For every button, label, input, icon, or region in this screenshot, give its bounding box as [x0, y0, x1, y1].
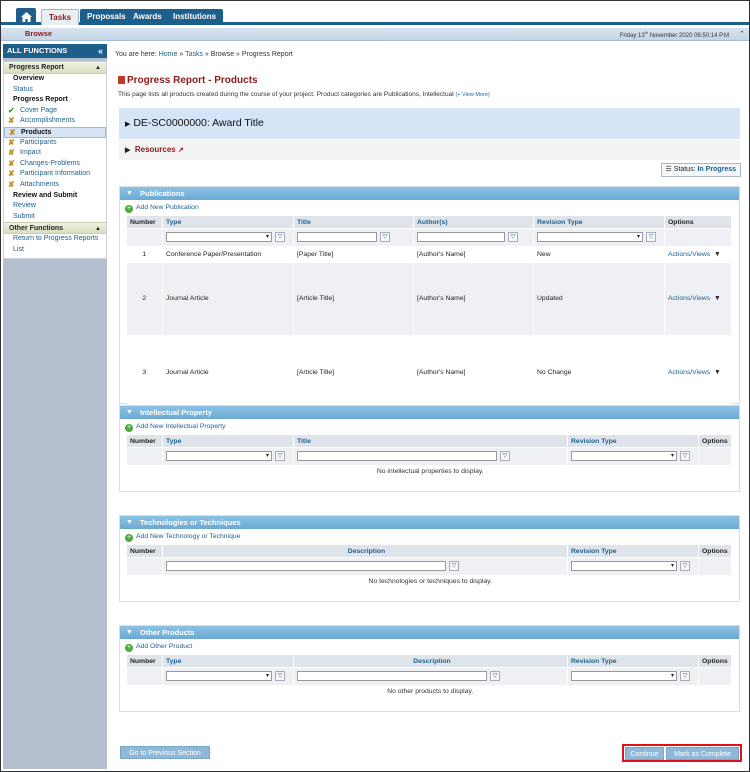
- breadcrumb: You are here: Home » Tasks » Browse » Progress Report: [115, 51, 293, 58]
- chevron-down-icon: ▾: [265, 673, 269, 680]
- award-title-bar[interactable]: [119, 108, 740, 139]
- col-title[interactable]: Title: [294, 435, 568, 448]
- add-ip-link[interactable]: + Add New Intellectual Property: [126, 423, 226, 431]
- sub-nav: [1, 28, 749, 41]
- col-number[interactable]: Number: [127, 435, 163, 448]
- filter-icon[interactable]: ▽: [380, 232, 390, 242]
- caret-up-icon: ▲: [95, 65, 101, 71]
- filter-icon[interactable]: ▽: [449, 561, 459, 571]
- sidebar-item-accomplishments[interactable]: ✘ Accomplishments: [8, 116, 75, 126]
- type-filter-select[interactable]: [166, 671, 272, 681]
- sidebar-item-list[interactable]: List: [13, 245, 24, 253]
- tab-proposals[interactable]: Proposals: [80, 9, 133, 25]
- sidebar-item-overview: Overview: [13, 75, 45, 82]
- list-icon: ☰: [665, 166, 672, 173]
- col-revision-type[interactable]: Revision Type: [568, 435, 699, 448]
- incomplete-icon: ✘: [8, 169, 15, 179]
- sidebar-item-review[interactable]: Review: [13, 202, 36, 210]
- award-title: DE-SC0000000: Award Title: [133, 117, 264, 129]
- breadcrumb-home[interactable]: Home: [158, 51, 178, 58]
- sidebar-section-other-functions[interactable]: Other Functions ▲: [4, 222, 106, 234]
- sidebar-item-attachments[interactable]: ✘ Attachments: [8, 179, 59, 189]
- collapse-triangle-icon: ▼: [126, 409, 133, 416]
- collapse-icon[interactable]: ⌃: [739, 31, 745, 38]
- chevron-down-icon: ▾: [265, 234, 269, 241]
- caret-up-icon: ▲: [95, 226, 101, 233]
- other-header[interactable]: ▼ Other Products: [120, 626, 739, 639]
- check-icon: ✔: [8, 105, 15, 115]
- main-content: [109, 44, 749, 772]
- page-title: Progress Report - Products: [118, 75, 258, 86]
- sidebar-item-products[interactable]: ✘ Products: [4, 127, 106, 138]
- filter-icon[interactable]: ▽: [646, 232, 656, 242]
- title-filter-input[interactable]: [297, 232, 377, 242]
- add-icon: +: [126, 205, 132, 212]
- sidebar-item-participant-information[interactable]: ✘ Participant Information: [8, 169, 91, 179]
- add-icon: +: [126, 424, 132, 431]
- sidebar-item-review-and-submit: Review and Submit: [13, 191, 78, 199]
- chevron-down-icon: ▾: [670, 563, 674, 570]
- col-options: Options: [699, 655, 732, 668]
- col-title[interactable]: Title: [294, 216, 414, 229]
- type-filter-select[interactable]: [166, 451, 272, 461]
- previous-section-button[interactable]: Go to Previous Section: [120, 746, 210, 759]
- col-number[interactable]: Number: [127, 216, 163, 229]
- tab-tasks[interactable]: Tasks: [41, 9, 79, 25]
- col-type[interactable]: Type: [163, 435, 294, 448]
- incomplete-icon: ✘: [8, 158, 15, 168]
- table-row: 2 Journal Article [Article Title] [Author's Name] Updated Actions/Views ▼: [127, 263, 732, 335]
- revision-filter-select[interactable]: [571, 671, 677, 681]
- sidebar-item-cover-page[interactable]: ✔ Cover Page: [8, 105, 57, 115]
- page-description: This page lists all products created during the course of your project. Product categories are Publications, Intellectual (+ View More): [118, 91, 490, 98]
- external-link-icon: ↗: [178, 147, 184, 154]
- col-authors[interactable]: Author(s): [414, 216, 534, 229]
- revision-filter-select[interactable]: [571, 451, 677, 461]
- col-revision-type[interactable]: Revision Type: [534, 216, 665, 229]
- sidebar-header: ALL FUNCTIONS «: [3, 44, 107, 58]
- sidebar-item-return-to-progress-reports[interactable]: Return to Progress Reports: [13, 235, 99, 243]
- empty-message: No other products to display.: [127, 685, 732, 699]
- filter-icon[interactable]: ▽: [680, 561, 690, 571]
- ip-table: [126, 434, 732, 479]
- sidebar-item-progress-report: Progress Report: [13, 96, 68, 104]
- empty-message: No technologies or techniques to display.: [127, 575, 732, 589]
- other-products-panel: [119, 625, 740, 712]
- type-filter-select[interactable]: [166, 232, 272, 242]
- actions-views-menu[interactable]: Actions/Views ▼: [665, 263, 732, 335]
- description-filter-input[interactable]: [297, 671, 487, 681]
- breadcrumb-prefix: You are here:: [115, 51, 157, 58]
- col-revision-type[interactable]: Revision Type: [568, 545, 699, 558]
- col-options: Options: [665, 216, 732, 229]
- subnav-browse[interactable]: Browse: [25, 29, 53, 38]
- chevron-down-icon: ▾: [636, 234, 640, 241]
- revision-filter-select[interactable]: [571, 561, 677, 571]
- continue-button[interactable]: Continue: [625, 747, 664, 760]
- add-other-product-link[interactable]: + Add Other Product: [126, 643, 193, 651]
- status-badge[interactable]: ☰ Status: In Progress: [661, 163, 742, 177]
- caret-down-icon: ▼: [713, 295, 721, 302]
- caret-down-icon: ▼: [713, 369, 721, 376]
- tab-awards[interactable]: Awards: [126, 9, 169, 25]
- incomplete-icon: ✘: [9, 127, 16, 137]
- filter-icon[interactable]: ▽: [275, 451, 285, 461]
- filter-icon[interactable]: ▽: [680, 671, 690, 681]
- sidebar-item-participants[interactable]: ✘ Participants: [8, 137, 57, 147]
- sidebar-item-submit[interactable]: Submit: [13, 212, 35, 220]
- caret-down-icon: ▼: [713, 250, 721, 258]
- col-description[interactable]: Description: [163, 545, 568, 558]
- sidebar: [3, 44, 107, 769]
- table-row: 3 Journal Article [Article Title] [Author's Name] No Change Actions/Views ▼: [127, 335, 732, 411]
- add-icon: +: [126, 644, 132, 651]
- collapse-triangle-icon: ▼: [126, 190, 133, 197]
- chevron-down-icon: ▾: [265, 453, 269, 460]
- resources-bar[interactable]: ▶ Resources ↗: [119, 140, 740, 160]
- filter-icon[interactable]: ▽: [275, 671, 285, 681]
- collapse-sidebar-icon[interactable]: «: [97, 46, 103, 56]
- collapse-triangle-icon: ▼: [126, 519, 133, 526]
- home-icon: [21, 12, 32, 22]
- sidebar-section-progress-report[interactable]: Progress Report ▲: [4, 62, 106, 74]
- other-table: [126, 654, 732, 699]
- mark-as-complete-button[interactable]: Mark as Complete: [666, 747, 739, 760]
- col-number[interactable]: Number: [127, 545, 163, 558]
- empty-message: No intellectual properties to display.: [127, 465, 732, 479]
- collapse-triangle-icon: ▼: [126, 629, 133, 636]
- filter-icon[interactable]: ▽: [508, 232, 518, 242]
- expand-triangle-icon: ▶: [125, 121, 131, 128]
- col-description[interactable]: Description: [294, 655, 568, 668]
- incomplete-icon: ✘: [8, 137, 15, 147]
- col-options: Options: [699, 545, 732, 558]
- sidebar-menu: [3, 61, 107, 259]
- add-publication-link[interactable]: + Add New Publication: [126, 204, 199, 212]
- actions-views-menu[interactable]: Actions/Views ▼: [665, 246, 732, 263]
- chevron-down-icon: ▾: [670, 673, 674, 680]
- datetime: Friday 13th November 2020 09:50:14 P.M: [619, 30, 729, 39]
- col-type[interactable]: Type: [163, 655, 294, 668]
- col-type[interactable]: Type: [163, 216, 294, 229]
- technologies-panel: [119, 515, 740, 602]
- table-row: 1 Conference Paper/Presentation [Paper Title] [Author's Name] New Actions/Views ▼: [127, 246, 732, 263]
- publications-panel: [119, 186, 740, 404]
- author-filter-input[interactable]: [417, 232, 505, 242]
- col-number[interactable]: Number: [127, 655, 163, 668]
- top-nav: [1, 1, 749, 25]
- incomplete-icon: ✘: [8, 179, 15, 189]
- home-button[interactable]: [16, 8, 36, 25]
- filter-icon[interactable]: ▽: [490, 671, 500, 681]
- title-filter-input[interactable]: [297, 451, 497, 461]
- tech-table: [126, 544, 732, 589]
- sidebar-item-status[interactable]: Status: [13, 85, 33, 93]
- incomplete-icon: ✘: [8, 148, 15, 158]
- revision-filter-select[interactable]: [537, 232, 643, 242]
- filter-icon[interactable]: ▽: [275, 232, 285, 242]
- ip-header[interactable]: ▼ Intellectual Property: [120, 406, 739, 419]
- report-icon: [118, 76, 125, 84]
- publications-table: [126, 215, 732, 411]
- publications-header[interactable]: ▼ Publications: [120, 187, 739, 200]
- filter-icon[interactable]: ▽: [500, 451, 510, 461]
- tech-header[interactable]: ▼ Technologies or Techniques: [120, 516, 739, 529]
- tab-institutions[interactable]: Institutions: [166, 9, 223, 25]
- add-icon: +: [126, 534, 132, 541]
- col-revision-type[interactable]: Revision Type: [568, 655, 699, 668]
- incomplete-icon: ✘: [8, 116, 15, 126]
- description-filter-input[interactable]: [166, 561, 446, 571]
- view-more-link[interactable]: (+ View More): [455, 92, 490, 98]
- expand-triangle-icon: ▶: [125, 147, 131, 154]
- col-options: Options: [699, 435, 732, 448]
- intellectual-property-panel: [119, 405, 740, 492]
- filter-icon[interactable]: ▽: [680, 451, 690, 461]
- add-technology-link[interactable]: + Add New Technology or Technique: [126, 533, 241, 541]
- sidebar-item-changes-problems[interactable]: ✘ Changes-Problems: [8, 158, 80, 168]
- actions-views-menu[interactable]: Actions/Views ▼: [665, 335, 732, 411]
- chevron-down-icon: ▾: [670, 453, 674, 460]
- breadcrumb-tasks[interactable]: Tasks: [185, 51, 203, 58]
- sidebar-item-impact[interactable]: ✘ Impact: [8, 148, 42, 158]
